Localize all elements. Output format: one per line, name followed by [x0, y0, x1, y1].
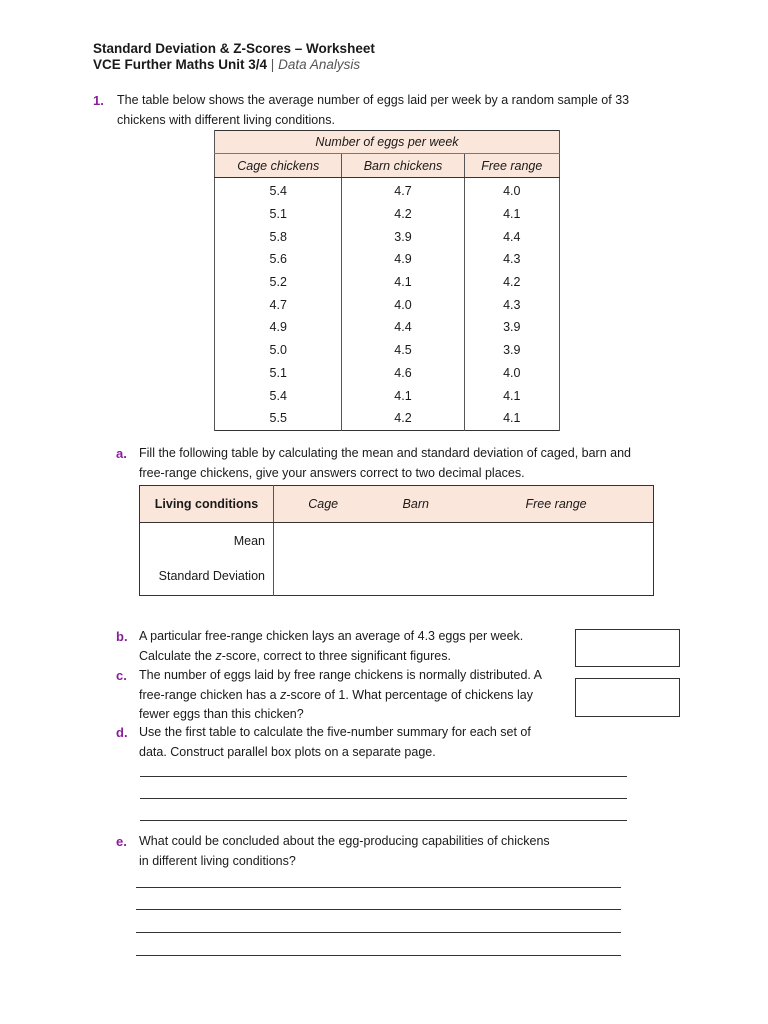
table-cell: 4.4: [464, 225, 559, 248]
part-d-text: [139, 723, 531, 762]
column-header: Free range: [464, 154, 559, 178]
table-cell: 5.1: [215, 203, 342, 226]
table-cell: 4.0: [464, 362, 559, 385]
table-cell: 4.2: [342, 203, 464, 226]
summary-column-header: Barn: [372, 486, 459, 523]
table-cell: 5.2: [215, 271, 342, 294]
part-text-line: in different living conditions?: [139, 853, 296, 868]
answer-box-b[interactable]: [575, 629, 680, 667]
answer-line[interactable]: [136, 909, 621, 910]
table-cell: 4.3: [464, 248, 559, 271]
table-cell: 4.1: [464, 384, 559, 407]
answer-line[interactable]: [140, 820, 627, 821]
table-cell: 4.1: [464, 407, 559, 430]
answer-box-c[interactable]: [575, 678, 680, 717]
part-text-line: Fill the following table by calculating the mean and standard deviation of caged, barn and: [139, 446, 631, 460]
table-cell: 5.5: [215, 407, 342, 430]
part-c-text: [139, 666, 542, 725]
table-row: [215, 316, 560, 339]
summary-answer-area[interactable]: [274, 523, 654, 596]
table-cell: 4.9: [215, 316, 342, 339]
table-cell: 4.2: [342, 407, 464, 430]
answer-line[interactable]: [136, 932, 621, 933]
table-cell: 3.9: [342, 225, 464, 248]
table-cell: 4.9: [342, 248, 464, 271]
summary-column-header: Cage: [274, 486, 373, 523]
part-text-line: free-range chicken has a z-score of 1. What percentage of chickens lay: [139, 687, 533, 702]
part-e-text: [139, 832, 550, 871]
summary-column-header: Free range: [459, 486, 653, 523]
table-cell: 5.4: [215, 178, 342, 203]
subtitle-separator: |: [270, 57, 275, 72]
table-cell: 4.0: [342, 293, 464, 316]
table-cell: 4.0: [464, 178, 559, 203]
eggs-data-table: [214, 130, 560, 431]
part-a-text: [139, 444, 631, 483]
part-letter: e.: [116, 834, 127, 849]
table-row: [215, 203, 560, 226]
table-caption: Number of eggs per week: [215, 131, 560, 154]
question-number: 1.: [93, 93, 104, 108]
part-text-line: fewer eggs than this chicken?: [139, 707, 304, 721]
summary-header-first: Living conditions: [140, 486, 274, 523]
table-row: [215, 248, 560, 271]
part-letter: a.: [116, 446, 127, 461]
table-cell: 5.8: [215, 225, 342, 248]
part-letter: c.: [116, 668, 127, 683]
answer-line[interactable]: [136, 887, 621, 888]
subtitle-course: VCE Further Maths Unit 3/4: [93, 57, 268, 72]
table-row: [215, 225, 560, 248]
table-cell: 3.9: [464, 316, 559, 339]
table-cell: 4.2: [464, 271, 559, 294]
part-text-line: data. Construct parallel box plots on a separate page.: [139, 744, 436, 759]
column-header: Barn chickens: [342, 154, 464, 178]
table-row: [215, 362, 560, 385]
worksheet-title: Standard Deviation & Z-Scores – Worksheet: [93, 41, 375, 56]
question-text: [117, 91, 629, 130]
summary-row-label: Mean: [233, 534, 265, 548]
table-cell: 4.5: [342, 339, 464, 362]
column-header: Cage chickens: [215, 154, 342, 178]
table-row: [215, 407, 560, 430]
part-letter: b.: [116, 629, 128, 644]
part-text-line: The number of eggs laid by free range chickens is normally distributed. A: [139, 668, 542, 682]
worksheet-subtitle: [93, 57, 360, 72]
part-text-line: free-range chickens, give your answers correct to two decimal places.: [139, 465, 525, 480]
summary-row-labels: [140, 523, 274, 596]
table-cell: 5.6: [215, 248, 342, 271]
answer-line[interactable]: [140, 776, 627, 777]
answer-line[interactable]: [140, 798, 627, 799]
question-text-line: The table below shows the average number of eggs laid per week by a random sample of 33: [117, 93, 630, 107]
table-cell: 3.9: [464, 339, 559, 362]
table-row: [215, 271, 560, 294]
table-cell: 4.7: [215, 293, 342, 316]
table-cell: 4.1: [464, 203, 559, 226]
part-b-text: [139, 627, 523, 666]
table-cell: 5.1: [215, 362, 342, 385]
table-row: [215, 178, 560, 203]
table-cell: 5.0: [215, 339, 342, 362]
table-cell: 5.4: [215, 384, 342, 407]
part-text-line: What could be concluded about the egg-producing capabilities of chickens: [139, 834, 550, 848]
summary-row-label: Standard Deviation: [158, 569, 265, 583]
part-text-line: Calculate the z-score, correct to three significant figures.: [139, 648, 451, 663]
answer-line[interactable]: [136, 955, 621, 956]
table-cell: 4.6: [342, 362, 464, 385]
subtitle-topic: Data Analysis: [278, 57, 361, 72]
table-cell: 4.7: [342, 178, 464, 203]
part-letter: d.: [116, 725, 128, 740]
table-row: [215, 384, 560, 407]
table-row: [215, 293, 560, 316]
question-text-line: chickens with different living conditions.: [117, 112, 335, 127]
part-text-line: A particular free-range chicken lays an average of 4.3 eggs per week.: [139, 629, 524, 643]
table-row: [215, 339, 560, 362]
table-cell: 4.4: [342, 316, 464, 339]
table-cell: 4.1: [342, 384, 464, 407]
table-cell: 4.3: [464, 293, 559, 316]
summary-table: [139, 485, 654, 596]
part-text-line: Use the first table to calculate the five-number summary for each set of: [139, 725, 531, 739]
table-cell: 4.1: [342, 271, 464, 294]
